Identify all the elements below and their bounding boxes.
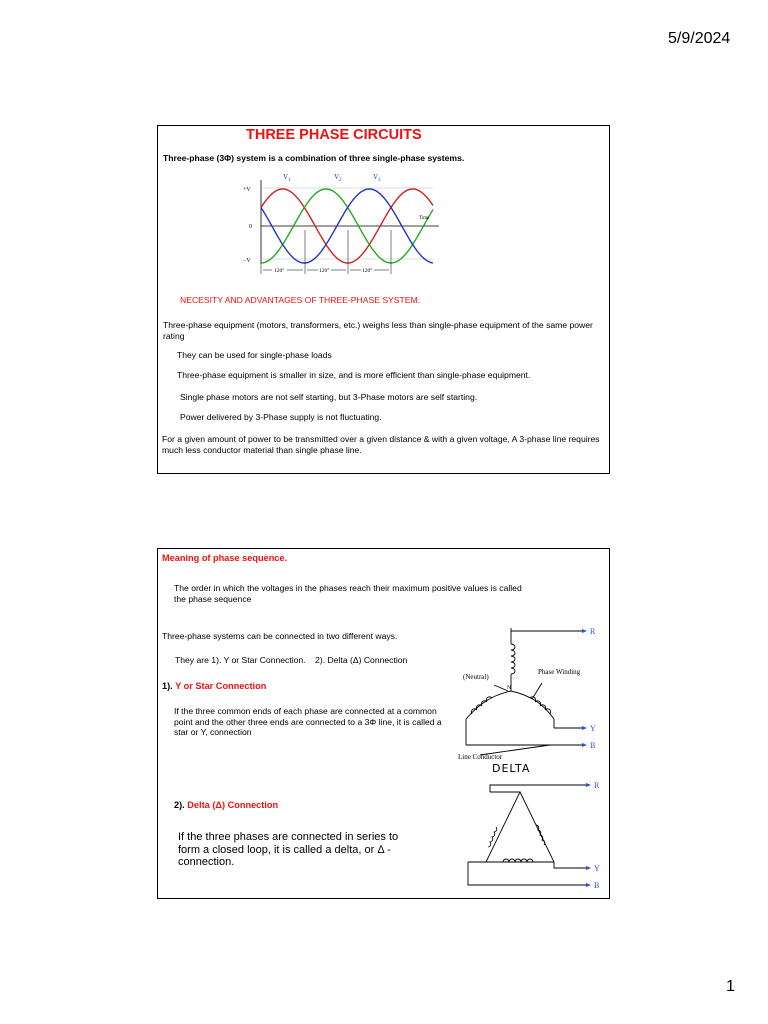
deg-label-3: 120° [362, 268, 373, 274]
star-heading-text: Y or Star Connection [175, 681, 267, 691]
line-conductor-label: Line Conductor [458, 753, 503, 759]
v1-sub: 1 [288, 178, 291, 183]
delta-description: If the three phases are connected in series to form a closed loop, it is called a delta, or Δ - connection. [178, 831, 399, 868]
advantage-conductor: For a given amount of power to be transmitted over a given distance & with a given voltage, A 3-phase line requires much less conductor material than single phase line. [162, 434, 600, 455]
star-b-label: B [590, 741, 596, 750]
time-label: Time [419, 216, 430, 221]
advantage-single-phase-loads: They can be used for single-phase loads [177, 350, 332, 360]
delta-connection-diagram [458, 777, 606, 895]
v1-label: V [283, 173, 289, 181]
neutral-n-label: N [507, 685, 511, 691]
slide1-title: THREE PHASE CIRCUITS [246, 127, 422, 143]
slide1-intro: Three-phase (3Φ) system is a combination of three single-phase systems. [163, 153, 465, 163]
v3-label: V [373, 173, 379, 181]
delta-heading [174, 800, 278, 811]
advantage-power-delivery: Power delivered by 3-Phase supply is not fluctuating. [180, 412, 382, 422]
connection-ways: Three-phase systems can be connected in two different ways. [162, 631, 398, 641]
delta-r-label: R [594, 781, 600, 790]
plus-v-label: +V [243, 187, 251, 193]
delta-heading-text: Delta (Δ) Connection [187, 800, 279, 810]
phase-winding-label: Phase Winding [538, 668, 581, 676]
zero-label: 0 [249, 224, 252, 230]
advantages-heading: NECESITY AND ADVANTAGES OF THREE-PHASE SYSTEM: [180, 295, 421, 305]
phase-sequence-definition: The order in which the voltages in the phases reach their maximum positive values is called the phase sequence [174, 583, 522, 604]
star-heading-number: 1). [162, 681, 173, 691]
star-connection-diagram [454, 619, 606, 759]
minus-v-label: −V [243, 258, 251, 264]
page-date: 5/9/2024 [668, 30, 731, 47]
connection-types: They are 1). Y or Star Connection. 2). Delta (Δ) Connection [175, 655, 408, 665]
deg-label-1: 120° [274, 268, 285, 274]
star-r-label: R [590, 627, 596, 636]
star-heading [162, 681, 266, 692]
v3-sub: 3 [378, 178, 381, 183]
delta-heading-number: 2). [174, 800, 185, 810]
delta-b-label: B [594, 881, 600, 890]
v2-label: V [334, 173, 340, 181]
star-description: If the three common ends of each phase are connected at a common point and the other three ends are connected to a 3Φ line, it is called a star or Y, connection [174, 706, 442, 737]
delta-diagram-title: DELTA [492, 762, 531, 775]
advantage-weight: Three-phase equipment (motors, transformers, etc.) weighs less than single-phase equipment of the same power rating [163, 320, 593, 341]
page-number: 1 [726, 978, 735, 995]
star-y-label: Y [590, 724, 596, 733]
three-phase-waveform [243, 170, 443, 282]
neutral-label: (Neutral) [463, 673, 489, 681]
deg-label-2: 120° [319, 268, 330, 274]
delta-y-label: Y [594, 864, 600, 873]
v2-sub: 2 [339, 178, 342, 183]
advantage-size: Three-phase equipment is smaller in size, and is more efficient than single-phase equipment. [177, 370, 531, 380]
slide2-title: Meaning of phase sequence. [162, 553, 288, 563]
slide-three-phase-circuits [157, 125, 610, 474]
slide-phase-sequence [157, 548, 610, 899]
advantage-self-starting: Single phase motors are not self starting, but 3-Phase motors are self starting. [180, 392, 478, 402]
